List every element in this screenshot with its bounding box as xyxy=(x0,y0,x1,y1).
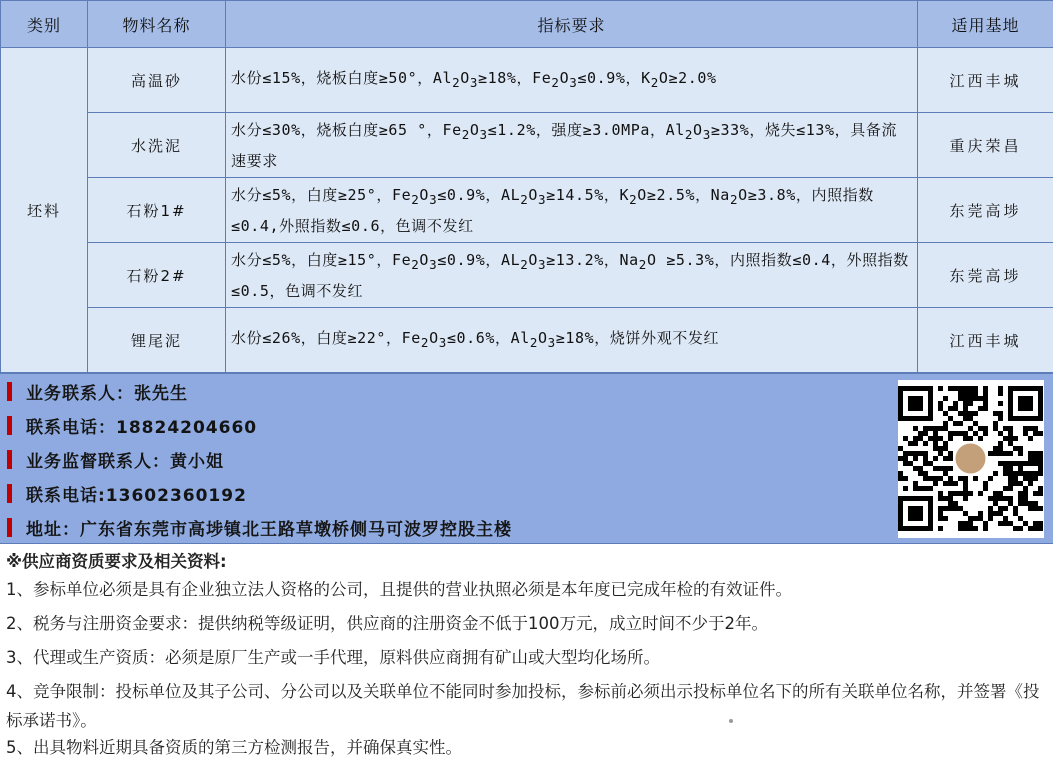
base-cell: 东莞高埗 xyxy=(918,243,1053,308)
bullet-marker-icon xyxy=(7,484,12,503)
supervisor-phone: 联系电话:13602360192 xyxy=(26,485,247,506)
category-cell: 坯料 xyxy=(1,48,88,373)
material-name: 锂尾泥 xyxy=(88,308,226,373)
bullet-marker-icon xyxy=(7,382,12,401)
material-name: 石粉2# xyxy=(88,243,226,308)
base-cell: 江西丰城 xyxy=(918,308,1053,373)
base-cell: 东莞高埗 xyxy=(918,178,1053,243)
contact-line xyxy=(0,476,247,510)
material-name: 石粉1# xyxy=(88,178,226,243)
bullet-marker-icon xyxy=(7,450,12,469)
contact-line xyxy=(0,408,257,442)
address: 地址：广东省东莞市高埗镇北王路草墩桥侧马可波罗控股主楼 xyxy=(26,519,512,540)
contact-phone: 联系电话：18824204660 xyxy=(26,417,258,438)
table-row xyxy=(1,178,1053,243)
stray-dot xyxy=(729,719,733,723)
bullet-marker-icon xyxy=(7,416,12,435)
header-category: 类别 xyxy=(1,1,88,48)
note-item: 4、竞争限制：投标单位及其子公司、分公司以及关联单位不能同时参加投标，参标前必须出示投标单位名下的所有关联单位名称，并签署《投标承诺书》。 xyxy=(6,682,1040,730)
supervisor-contact: 业务监督联系人：黄小姐 xyxy=(26,451,224,472)
spec-table xyxy=(0,0,1053,373)
table-row xyxy=(1,243,1053,308)
table-row xyxy=(1,113,1053,178)
requirement-cell: 水份≤26%，白度≥22°，$Fe_2O_3\le 0.6\%$，$Al_2O_3\ge 18\%$，烧饼外观不发红 xyxy=(226,308,918,373)
material-name: 高温砂 xyxy=(88,48,226,113)
note-item: 5、出具物料近期具备资质的第三方检测报告，并确保真实性。 xyxy=(6,738,462,757)
bullet-marker-icon xyxy=(7,518,12,537)
table-header-row xyxy=(1,1,1053,48)
notes-title: ※供应商资质要求及相关资料: xyxy=(6,552,227,571)
base-cell: 重庆荣昌 xyxy=(918,113,1053,178)
base-cell: 江西丰城 xyxy=(918,48,1053,113)
contact-line xyxy=(0,374,188,408)
header-requirement: 指标要求 xyxy=(226,1,918,48)
note-item: 1、参标单位必须是具有企业独立法人资格的公司，且提供的营业执照必须是本年度已完成年检的有效证件。 xyxy=(6,580,792,599)
header-base: 适用基地 xyxy=(918,1,1053,48)
note-item: 3、代理或生产资质：必须是原厂生产或一手代理，原料供应商拥有矿山或大型均化场所。 xyxy=(6,648,660,667)
material-name: 水洗泥 xyxy=(88,113,226,178)
table-row xyxy=(1,308,1053,373)
requirement-cell: 水份≤15%，烧板白度≥50°，$Al_2O_3\ge 18\%$，$Fe_2O_3\le 0.9\%$，$K_2O\ge 2.0\%$ xyxy=(226,48,918,113)
note-item: 2、税务与注册资金要求：提供纳税等级证明，供应商的注册资金不低于100万元，成立时间不少于2年。 xyxy=(6,614,768,633)
qr-code-icon xyxy=(898,380,1044,538)
header-material: 物料名称 xyxy=(88,1,226,48)
requirement-cell: 水分≤30%，烧板白度≥65 °，$Fe_2O_3\le 1.2\%$，强度≥3.0MPa，$Al_2O_3\ge 33\%$，烧失≤13%，具备流速要求 xyxy=(226,113,918,178)
table-row xyxy=(1,48,1053,113)
requirement-cell: 水分≤5%，白度≥15°，$Fe_2O_3\le 0.9\%$，$AL_2O_3\ge 13.2\%$，$Na_2O \ge 5.3\%$，内照指数≤0.4，外照指数≤0.5，色调不发红 xyxy=(226,243,918,308)
contact-line xyxy=(0,510,512,544)
contact-person: 业务联系人：张先生 xyxy=(26,383,188,404)
contact-section xyxy=(0,373,1053,544)
supplier-requirements xyxy=(0,544,1053,765)
requirement-cell: 水分≤5%，白度≥25°，$Fe_2O_3\le 0.9\%$，$AL_2O_3\ge 14.5\%$，$K_2O\ge 2.5\%$，$Na_2O\ge 3.8\%$，内照指数≤0.4,外照指数≤0.6，色调不发红 xyxy=(226,178,918,243)
contact-line xyxy=(0,442,224,476)
